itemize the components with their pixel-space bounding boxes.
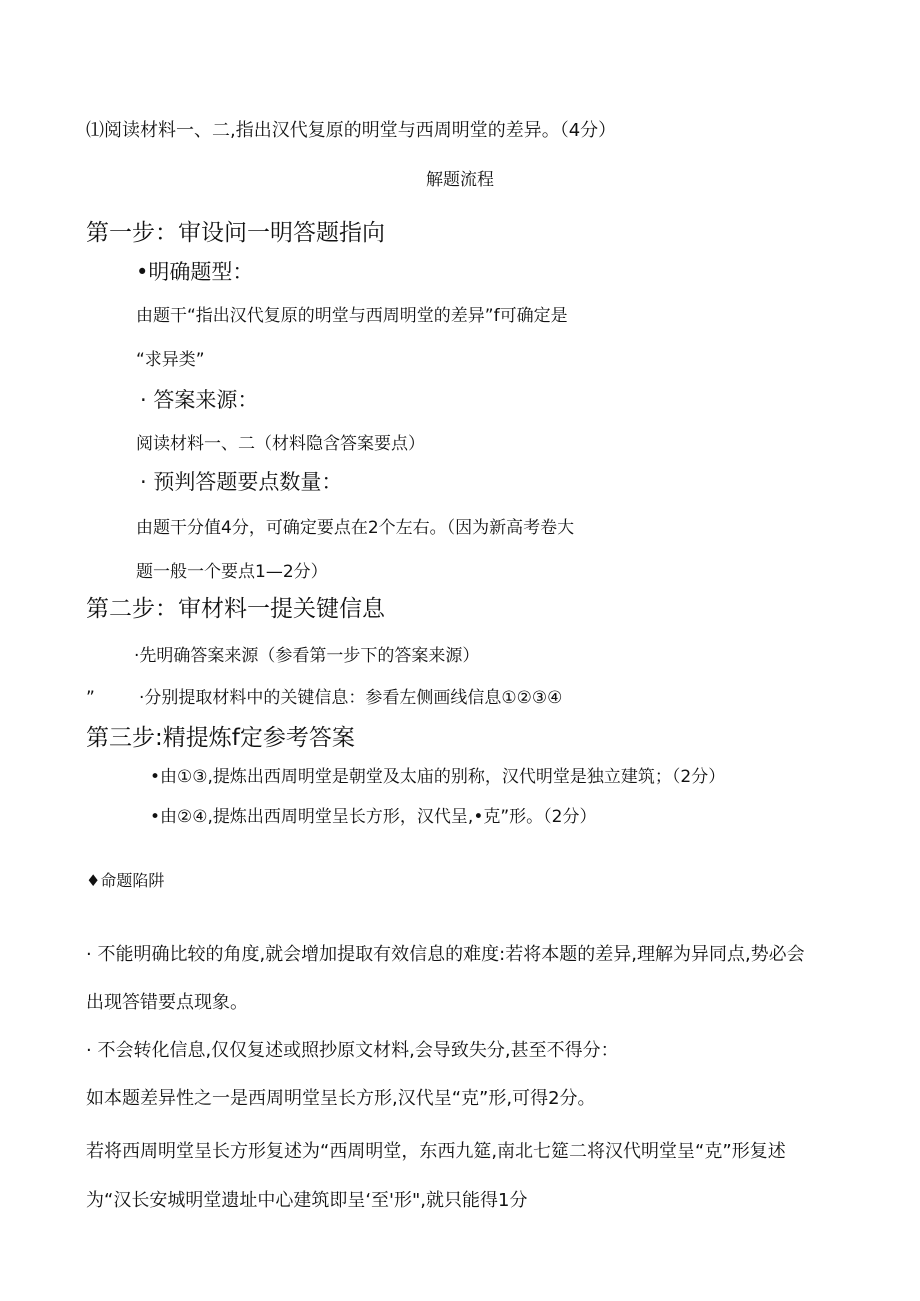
trap-p4-line1: 若将西周明堂呈长方形复述为“西周明堂，东西九筵,南北七筵二将汉代明堂呈“克”形复述	[86, 1141, 786, 1162]
step1-source-text: 阅读材料一、二（材料隐含答案要点）	[136, 434, 425, 454]
step1-type-text-1: 由题干“指出汉代复原的明堂与西周明堂的差异”f可确定是	[136, 306, 568, 326]
step1-heading: 第一步：审设问一明答题指向	[86, 220, 385, 246]
step2-item-1: ·先明确答案来源（参看第一步下的答案来源）	[134, 646, 480, 666]
trap-p3: 如本题差异性之一是西周明堂呈长方形,汉代呈“克”形,可得2分。	[86, 1088, 596, 1109]
step3-item-1: •由①③,提炼出西周明堂是朝堂及太庙的别称，汉代明堂是独立建筑；（2分）	[150, 767, 726, 787]
step3-heading: 第三步:精提炼f定参考答案	[86, 725, 355, 751]
step1-type-text-2: “求异类”	[136, 350, 205, 370]
step1-type-label: •明确题型：	[136, 260, 254, 284]
step1-count-label: · 预判答题要点数量：	[140, 470, 343, 494]
step2-quote-mark: ”	[86, 688, 95, 708]
trap-p4-line2: 为“汉长安城明堂遗址中心建筑即呈‘至'形",就只能得1分	[86, 1190, 528, 1211]
trap-title: ♦命题陷阱	[86, 871, 165, 890]
trap-p2: · 不会转化信息,仅仅复述或照抄原文材料,会导致失分,甚至不得分：	[86, 1040, 619, 1061]
step1-source-label: · 答案来源：	[140, 388, 259, 412]
trap-p1-line1: · 不能明确比较的角度,就会增加提取有效信息的难度:若将本题的差异,理解为异同点,势必会	[86, 944, 805, 965]
step1-count-text-1: 由题干分值4分，可确定要点在2个左右。（因为新高考卷大	[136, 518, 575, 538]
trap-p1-line2: 出现答错要点现象。	[86, 992, 248, 1013]
flow-title: 解题流程	[426, 170, 494, 190]
question-line: ⑴阅读材料一、二,指出汉代复原的明堂与西周明堂的差异。（4分）	[86, 120, 617, 141]
step3-item-2: •由②④,提炼出西周明堂呈长方形，汉代呈,•克”形。（2分）	[150, 807, 597, 827]
step1-count-text-2: 题一般一个要点1—2分）	[136, 562, 328, 582]
step2-item-2: ·分别提取材料中的关键信息：参看左侧画线信息①②③④	[139, 688, 563, 708]
step2-heading: 第二步：审材料一提关键信息	[86, 596, 385, 622]
